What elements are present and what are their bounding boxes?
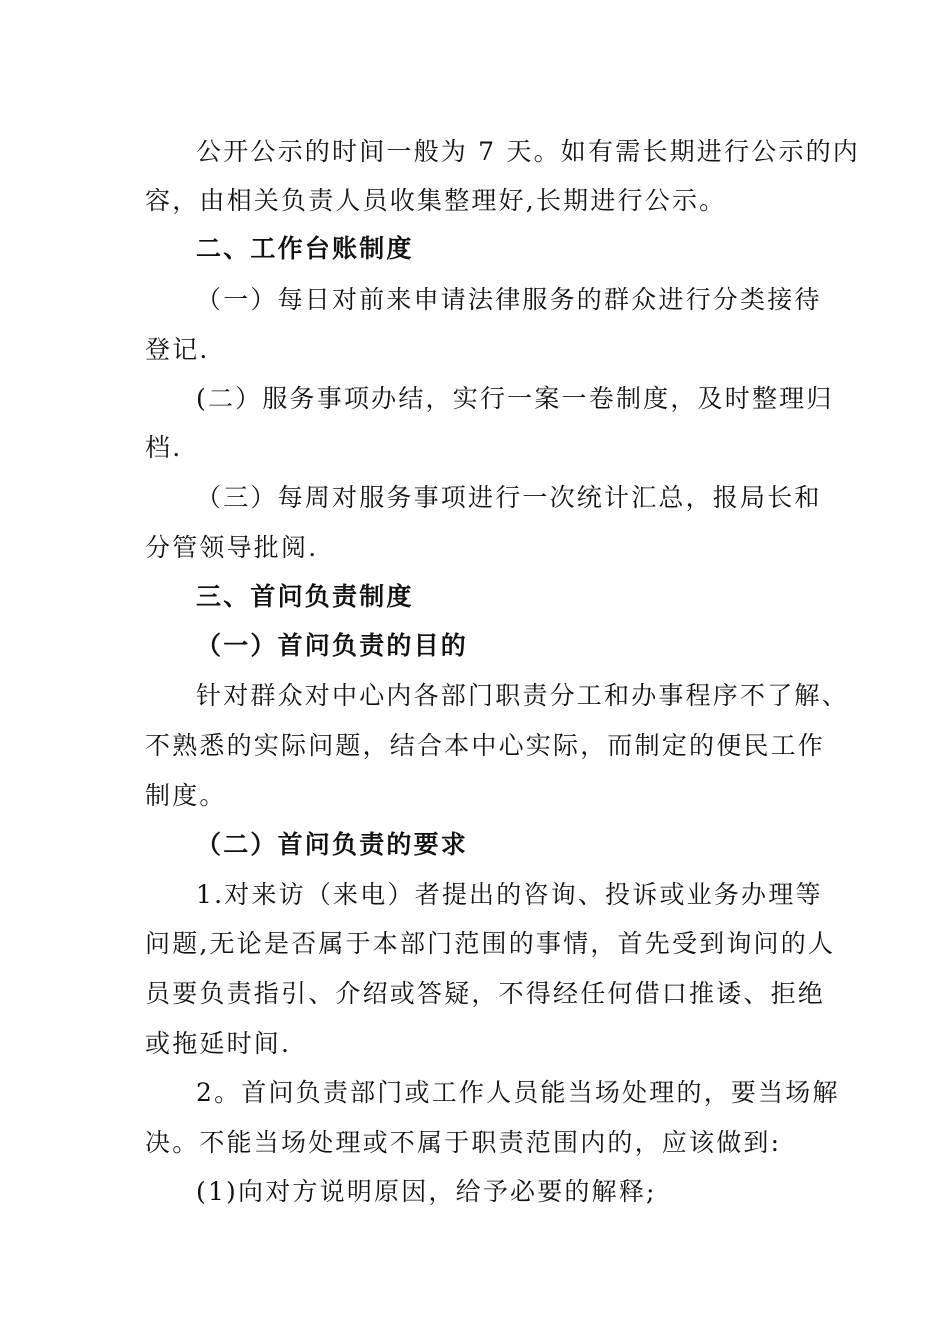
- body-line: 针对群众对中心内各部门职责分工和办事程序不了解、: [196, 681, 849, 710]
- body-line: 问题,无论是否属于本部门范围的事情，首先受到询问的人: [145, 929, 836, 958]
- body-line: 或拖延时间.: [145, 1029, 292, 1058]
- subsection-heading: （一）首问负责的目的: [196, 631, 469, 660]
- body-line: 不熟悉的实际问题，结合本中心实际，而制定的便民工作: [145, 731, 826, 760]
- section-heading: 三、首问负责制度: [196, 582, 414, 611]
- body-line: (二）服务事项办结，实行一案一卷制度，及时整理归: [196, 384, 834, 413]
- body-line: 制度。: [145, 781, 227, 810]
- body-line: (1)向对方说明原因，给予必要的解释;: [196, 1177, 657, 1206]
- body-line: （三）每周对服务事项进行一次统计汇总，报局长和: [196, 483, 822, 512]
- body-line: 公开公示的时间一般为 7 天。如有需长期进行公示的内: [196, 137, 861, 166]
- body-line: 登记.: [145, 335, 210, 364]
- body-line: 1.对来访（来电）者提出的咨询、投诉或业务办理等: [196, 880, 823, 909]
- body-line: 分管领导批阅.: [145, 533, 319, 562]
- body-line: （一）每日对前来申请法律服务的群众进行分类接待: [196, 285, 822, 314]
- body-line: 2。首问负责部门或工作人员能当场处理的，要当场解: [196, 1078, 840, 1107]
- section-heading: 二、工作台账制度: [196, 234, 414, 263]
- body-line: 决。不能当场处理或不属于职责范围内的，应该做到:: [145, 1128, 782, 1157]
- body-line: 员要负责指引、介绍或答疑，不得经任何借口推诿、拒绝: [145, 979, 826, 1008]
- body-line: 档.: [145, 433, 183, 462]
- subsection-heading: （二）首问负责的要求: [196, 830, 469, 859]
- body-line: 容，由相关负责人员收集整理好,长期进行公示。: [145, 186, 727, 215]
